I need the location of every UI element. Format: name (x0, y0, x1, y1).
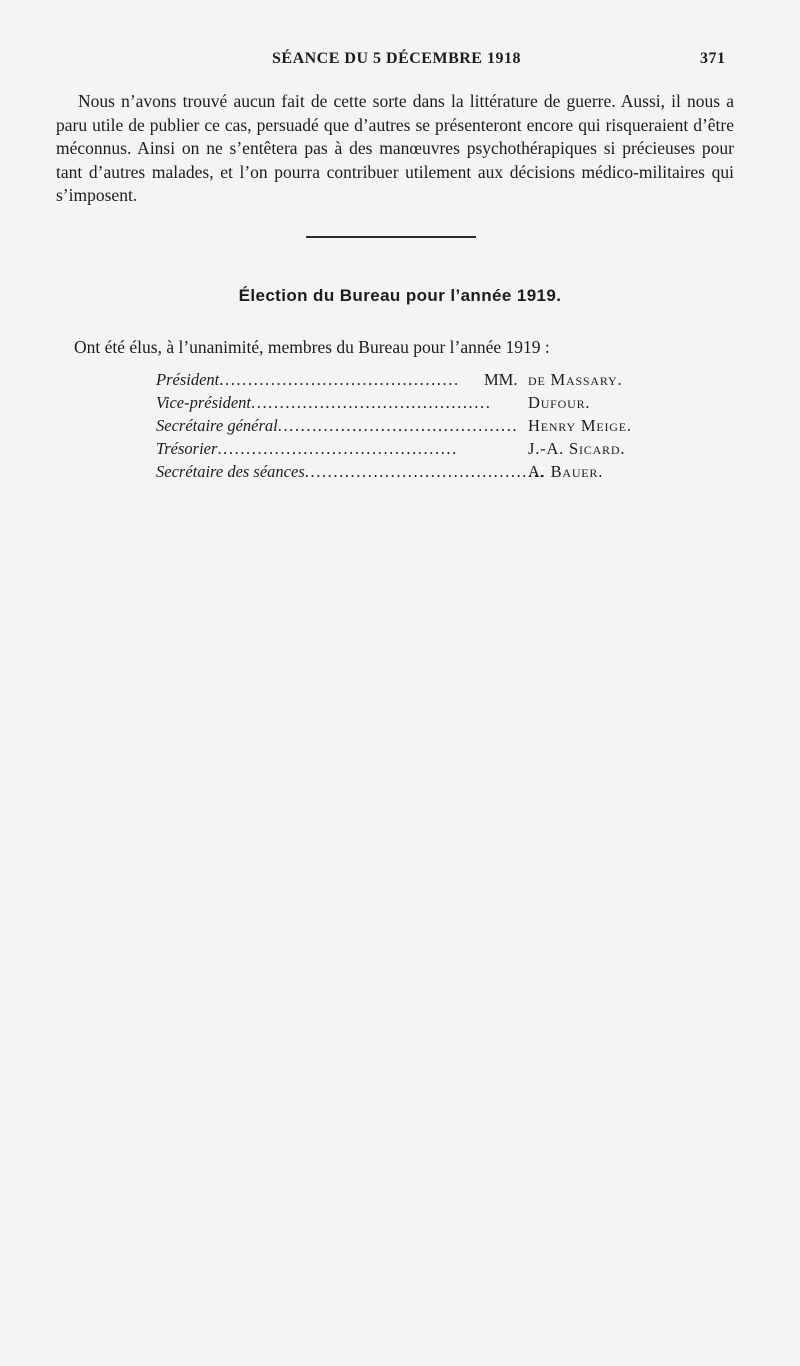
officer-row (156, 393, 676, 416)
officer-row (156, 439, 676, 462)
officer-role: Président (156, 370, 220, 389)
section-heading: Élection du Bureau pour l’année 1919. (238, 286, 562, 305)
honorific: MM. (484, 370, 518, 389)
section-divider (306, 236, 476, 238)
officer-name: de Massary. (528, 370, 623, 389)
officer-role: Secrétaire général (156, 416, 278, 435)
officer-name: Henry Meige. (528, 416, 632, 435)
officers-list (156, 370, 676, 485)
page-number: 371 (700, 50, 726, 67)
officer-role: Trésorier (156, 439, 218, 458)
officer-name: J.-A. Sicard. (528, 439, 626, 458)
session-title: SÉANCE DU 5 DÉCEMBRE 1918 (272, 50, 521, 67)
officer-role: Secrétaire des séances (156, 462, 305, 481)
officer-row (156, 462, 676, 485)
running-header (0, 50, 800, 74)
officer-name: A. Bauer. (528, 462, 604, 481)
leader-dots: .......................................... (277, 416, 519, 435)
officer-row (156, 370, 676, 393)
leader-dots: .......................................... (219, 370, 460, 389)
officer-row (156, 416, 676, 439)
leader-dots: .......................................... (217, 439, 458, 458)
officer-name: Dufour. (528, 393, 591, 412)
body-paragraph: Nous n’avons trouvé aucun fait de cette sorte dans la littérature de guerre. Aussi, il nous a paru utile de publier ce cas, persuadé que d’autres se présenteront encore qui risqueraient d’être méconnus. Ainsi on ne s’entêtera pas à des manœuvres psychothérapiques si précieuses pour tant d’autres malades, et l’on pourra contribuer utilement aux décisions médico-militaires qui s’imposent. (56, 91, 734, 205)
officer-role: Vice-président (156, 393, 251, 412)
election-intro: Ont été élus, à l’unanimité, membres du Bureau pour l’année 1919 : (74, 337, 550, 357)
leader-dots: .......................................... (251, 393, 492, 412)
leader-dots: .......................................... (304, 462, 546, 481)
